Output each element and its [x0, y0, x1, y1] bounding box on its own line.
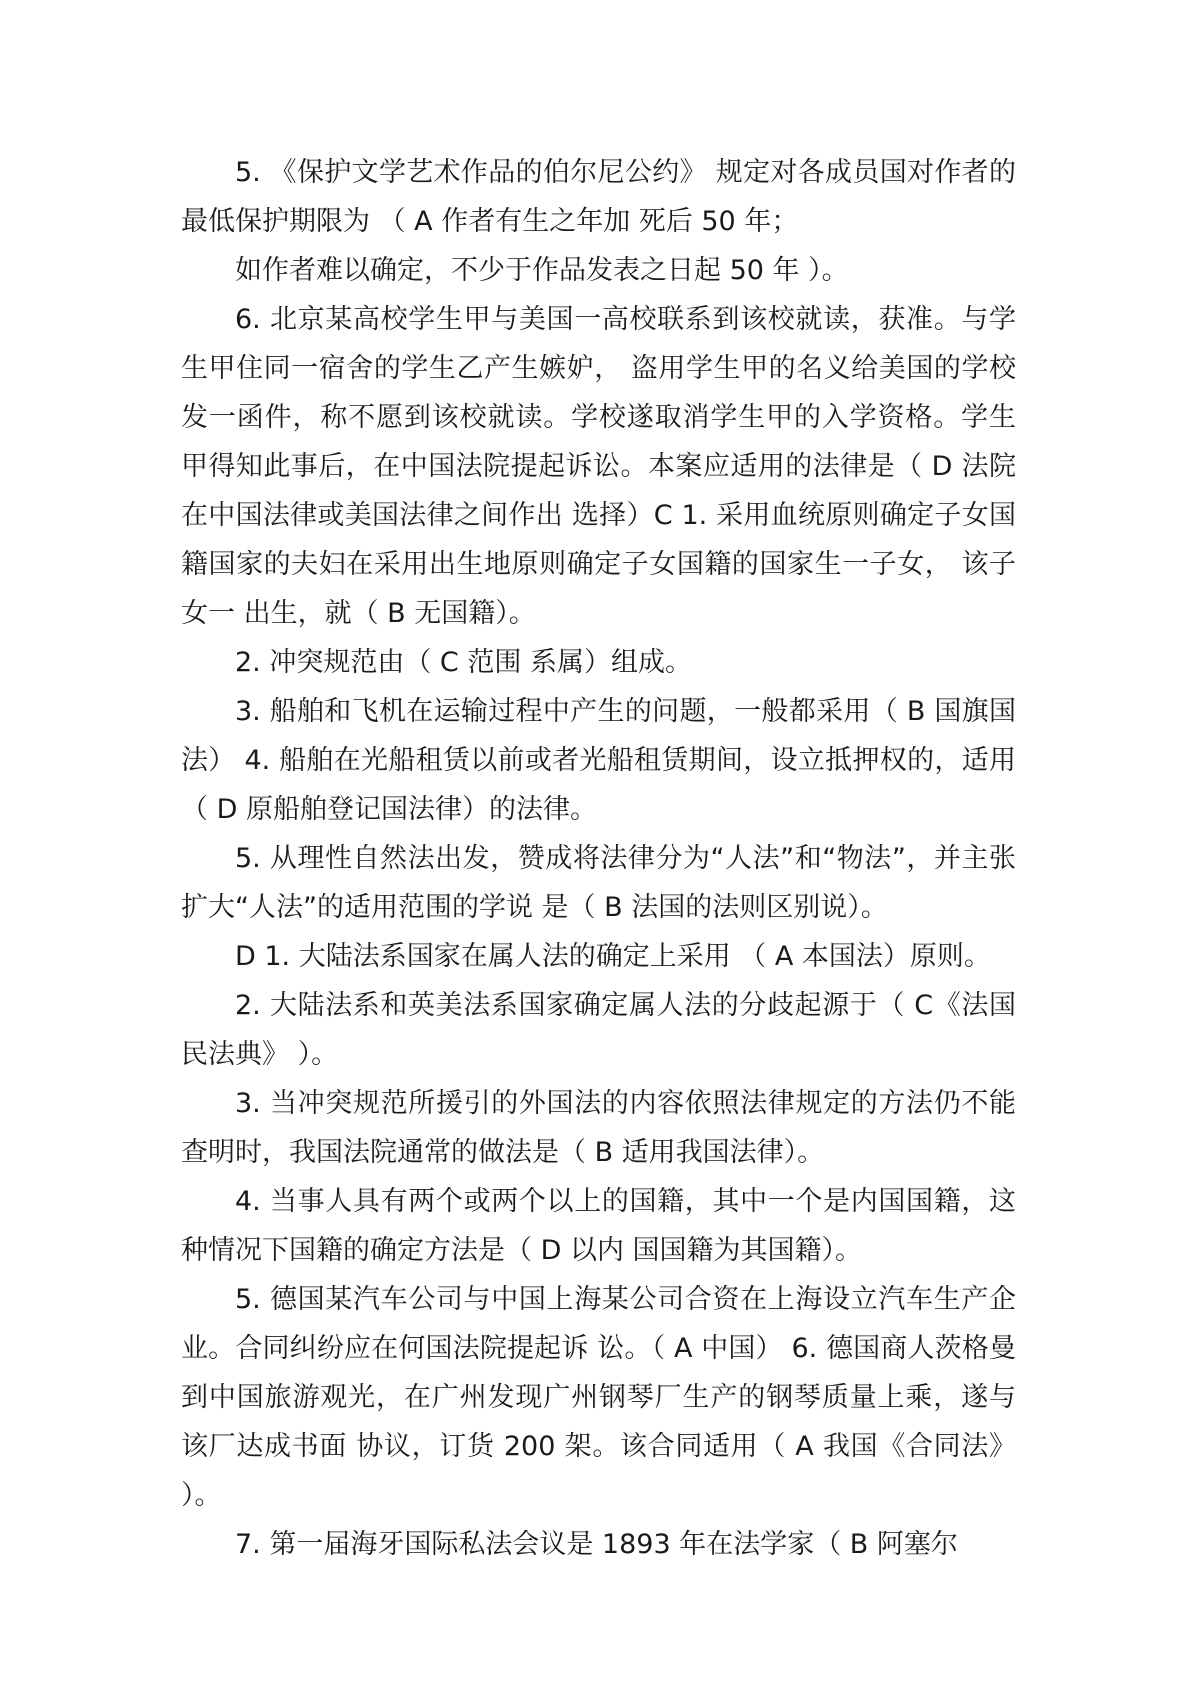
paragraph-ships-aircraft: 3. 船舶和飞机在运输过程中产生的问题，一般都采用（ B 国旗国法） 4. 船舶在光船租赁以前或者光船租赁期间，设立抵押权的，适用（ D 原船舶登记国法律）的法律。 — [181, 696, 1016, 825]
paragraph-dual-nationality: 4. 当事人具有两个或两个以上的国籍，其中一个是内国国籍，这种情况下国籍的确定方法是（ D 以内 国国籍为其国籍）。 — [181, 1186, 1016, 1266]
paragraph-beijing-student-case: 6. 北京某高校学生甲与美国一高校联系到该校就读，获准。与学生甲住同一宿舍的学生乙产生嫉妒， 盗用学生甲的名义给美国的学校发一函件，称不愿到该校就读。学校遂取消学生甲的入学资格。学生 甲得知此事后，在中国法院提起诉讼。本案应适用的法律是（ D 法院在中国法律或美国法律之间作出 选择）C 1. 采用血统原则确定子女国籍国家的夫妇在采用出生地原则确定子女国籍的国家生一子女， 该子女一 出生，就（ B 无国籍）。 — [181, 304, 1016, 629]
document-body — [181, 148, 1016, 1569]
paragraph-hague-conference: 7. 第一届海牙国际私法会议是 1893 年在法学家（ B 阿塞尔 — [235, 1529, 958, 1560]
paragraph-berne-convention: 5. 《保护文学艺术作品的伯尔尼公约》 规定对各成员国对作者的最低保护期限为 （ A 作者有生之年加 死后 50 年； — [181, 157, 1016, 237]
paragraph-divergence-origin: 2. 大陆法系和英美法系国家确定属人法的分歧起源于（ C《法国民法典》 ）。 — [181, 990, 1016, 1070]
paragraph-civil-law-personal-law: D 1. 大陆法系国家在属人法的确定上采用 （ A 本国法）原则。 — [235, 941, 991, 972]
paragraph-natural-law: 5. 从理性自然法出发，赞成将法律分为“人法”和“物法”，并主张扩大“人法”的适用范围的学说 是（ B 法国的法则区别说）。 — [181, 843, 1016, 923]
paragraph-author-unknown: 如作者难以确定，不少于作品发表之日起 50 年 ）。 — [235, 255, 849, 286]
paragraph-german-car-company: 5. 德国某汽车公司与中国上海某公司合资在上海设立汽车生产企业。合同纠纷应在何国法院提起诉 讼。（ A 中国） 6. 德国商人茨格曼到中国旅游观光，在广州发现广州钢琴厂生产的钢琴质量上乘，遂与该厂达成书面 协议，订货 200 架。该合同适用（ A 我国《合同法》 ）。 — [181, 1284, 1016, 1511]
paragraph-conflict-rules: 2. 冲突规范由（ C 范围 系属）组成。 — [235, 647, 692, 678]
paragraph-foreign-law-unascertained: 3. 当冲突规范所援引的外国法的内容依照法律规定的方法仍不能查明时，我国法院通常的做法是（ B 适用我国法律）。 — [181, 1088, 1016, 1168]
